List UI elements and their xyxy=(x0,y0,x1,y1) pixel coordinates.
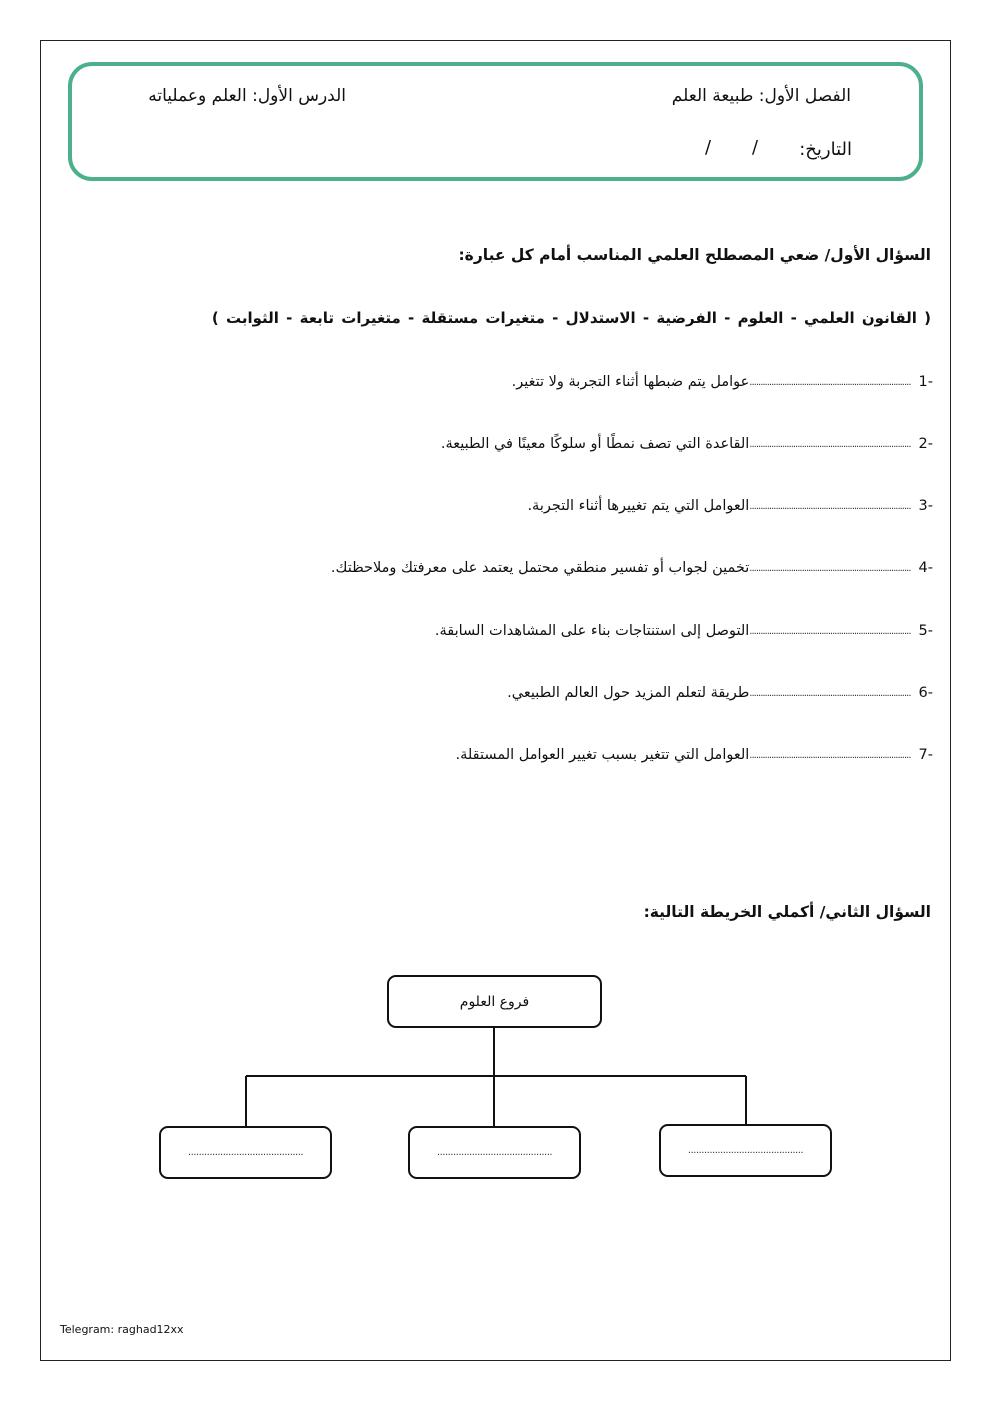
item-text: طريقة لتعلم المزيد حول العالم الطبيعي. xyxy=(507,685,750,701)
word-bank: ( القانون العلمي - العلوم - الفرضية - الاستدلال - متغيرات مستقلة - متغيرات تابعة - الثوابت ) xyxy=(211,309,931,327)
answer-blank[interactable]: .......................................................................... xyxy=(749,562,911,574)
concept-map-leaf[interactable] xyxy=(659,1124,832,1177)
concept-map-root: فروع العلوم xyxy=(387,975,602,1028)
chapter-title: الفصل الأول: طبيعة العلم xyxy=(671,86,851,106)
answer-blank[interactable]: .......................................................................... xyxy=(749,376,911,388)
item-text: تخمين لجواب أو تفسير منطقي محتمل يعتمد على معرفتك وملاحظتك. xyxy=(330,560,750,576)
answer-blank[interactable]: .......................................................................... xyxy=(749,687,911,699)
concept-map-leaf[interactable] xyxy=(159,1126,332,1179)
item-number: 6- xyxy=(918,685,933,701)
answer-blank[interactable]: .......................................................................... xyxy=(749,625,911,637)
item-text: التوصل إلى استنتاجات بناء على المشاهدات السابقة. xyxy=(434,623,750,639)
leaf-blank[interactable]: ........................................... xyxy=(687,1145,804,1156)
question1-title: السؤال الأول/ ضعي المصطلح العلمي المناسب أمام كل عبارة: xyxy=(458,246,931,264)
item-number: 1- xyxy=(918,374,933,390)
date-separator: / xyxy=(705,137,712,158)
leaf-blank[interactable]: ........................................... xyxy=(436,1147,553,1158)
answer-blank[interactable]: .......................................................................... xyxy=(749,749,911,761)
item-text: عوامل يتم ضبطها أثناء التجربة ولا تتغير. xyxy=(511,374,750,390)
date-separator: / xyxy=(752,137,759,158)
concept-map-leaf[interactable] xyxy=(408,1126,581,1179)
item-number: 5- xyxy=(918,623,933,639)
item-number: 7- xyxy=(918,747,933,763)
answer-blank[interactable]: .......................................................................... xyxy=(749,500,911,512)
item-text: العوامل التي يتم تغييرها أثناء التجربة. xyxy=(527,498,750,514)
date-label: التاريخ: xyxy=(799,139,852,160)
answer-blank[interactable]: .......................................................................... xyxy=(749,438,911,450)
item-number: 4- xyxy=(918,560,933,576)
telegram-credit: Telegram: raghad12xx xyxy=(60,1323,184,1336)
lesson-title: الدرس الأول: العلم وعملياته xyxy=(148,86,346,106)
question2-title: السؤال الثاني/ أكملي الخريطة التالية: xyxy=(643,903,931,921)
item-number: 3- xyxy=(918,498,933,514)
item-text: العوامل التي تتغير بسبب تغيير العوامل المستقلة. xyxy=(455,747,750,763)
item-text: القاعدة التي تصف نمطًا أو سلوكًا معينًا في الطبيعة. xyxy=(440,436,750,452)
item-number: 2- xyxy=(918,436,933,452)
leaf-blank[interactable]: ........................................... xyxy=(187,1147,304,1158)
